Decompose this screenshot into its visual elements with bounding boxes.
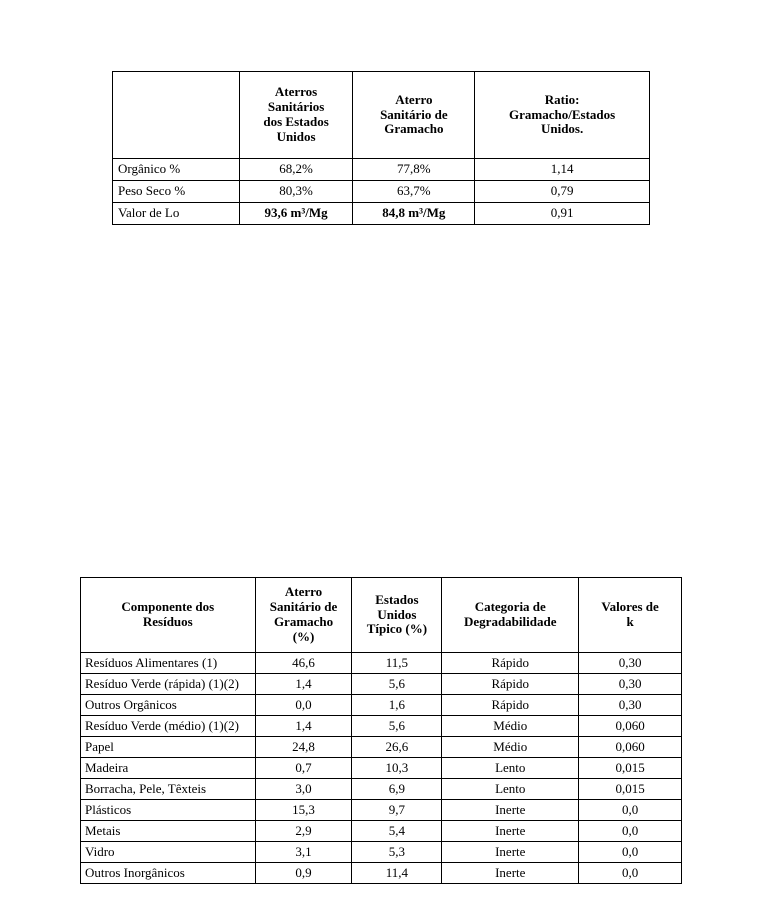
- cell-degradability: Lento: [442, 758, 579, 779]
- cell-k-value: 0,060: [579, 737, 682, 758]
- cell-component: Outros Orgânicos: [81, 695, 256, 716]
- cell-component: Plásticos: [81, 800, 256, 821]
- cell-us-pct: 11,5: [352, 653, 442, 674]
- cell-degradability: Inerte: [442, 821, 579, 842]
- table-row: [81, 779, 682, 800]
- cell-gramacho-pct: 1,4: [255, 716, 352, 737]
- cell-gramacho-pct: 3,0: [255, 779, 352, 800]
- cell-us-pct: 5,3: [352, 842, 442, 863]
- cell-k-value: 0,30: [579, 674, 682, 695]
- cell-degradability: Rápido: [442, 674, 579, 695]
- table-row: [81, 716, 682, 737]
- comparison-table-container: [112, 71, 650, 225]
- table-row: [81, 737, 682, 758]
- comparison-table: [112, 71, 650, 225]
- cell-us-pct: 5,4: [352, 821, 442, 842]
- cell-gramacho-pct: 0,9: [255, 863, 352, 884]
- table-header-cell-k-values: Valores de k: [579, 578, 682, 653]
- table-header-cell-gramacho: Aterro Sanitário de Gramacho: [353, 72, 475, 159]
- cell-us-pct: 10,3: [352, 758, 442, 779]
- table-header-cell-component: Componente dos Resíduos: [81, 578, 256, 653]
- cell-k-value: 0,015: [579, 779, 682, 800]
- cell-gramacho-pct: 15,3: [255, 800, 352, 821]
- cell-component: Vidro: [81, 842, 256, 863]
- table-row: [81, 842, 682, 863]
- cell-organico-us: 68,2%: [239, 159, 353, 181]
- cell-us-pct: 5,6: [352, 716, 442, 737]
- cell-us-pct: 9,7: [352, 800, 442, 821]
- table-header-cell-gramacho-pct: Aterro Sanitário de Gramacho (%): [255, 578, 352, 653]
- table-header-row: [113, 72, 650, 159]
- cell-us-pct: 26,6: [352, 737, 442, 758]
- cell-gramacho-pct: 46,6: [255, 653, 352, 674]
- table-header-row: [81, 578, 682, 653]
- cell-peso-seco-us: 80,3%: [239, 181, 353, 203]
- table-row: [113, 181, 650, 203]
- cell-degradability: Lento: [442, 779, 579, 800]
- cell-k-value: 0,0: [579, 842, 682, 863]
- cell-peso-seco-gramacho: 63,7%: [353, 181, 475, 203]
- table-row: [113, 203, 650, 225]
- cell-k-value: 0,015: [579, 758, 682, 779]
- table-row: [81, 821, 682, 842]
- table-header-cell-empty: [113, 72, 240, 159]
- cell-organico-ratio: 1,14: [475, 159, 650, 181]
- cell-degradability: Médio: [442, 737, 579, 758]
- cell-component: Outros Inorgânicos: [81, 863, 256, 884]
- row-label-valor-lo: Valor de Lo: [113, 203, 240, 225]
- cell-degradability: Médio: [442, 716, 579, 737]
- cell-valor-lo-us: 93,6 m³/Mg: [239, 203, 353, 225]
- cell-gramacho-pct: 1,4: [255, 674, 352, 695]
- cell-gramacho-pct: 0,7: [255, 758, 352, 779]
- cell-k-value: 0,0: [579, 863, 682, 884]
- cell-gramacho-pct: 24,8: [255, 737, 352, 758]
- table-row: [113, 159, 650, 181]
- row-label-peso-seco: Peso Seco %: [113, 181, 240, 203]
- cell-us-pct: 5,6: [352, 674, 442, 695]
- cell-component: Madeira: [81, 758, 256, 779]
- cell-component: Resíduo Verde (rápida) (1)(2): [81, 674, 256, 695]
- table-header-cell-us-typical: Estados Unidos Típico (%): [352, 578, 442, 653]
- table-row: [81, 758, 682, 779]
- waste-composition-table-container: [80, 577, 682, 884]
- table-header-cell-us-landfills: Aterros Sanitários dos Estados Unidos: [239, 72, 353, 159]
- cell-k-value: 0,0: [579, 800, 682, 821]
- cell-organico-gramacho: 77,8%: [353, 159, 475, 181]
- cell-component: Resíduos Alimentares (1): [81, 653, 256, 674]
- table-row: [81, 674, 682, 695]
- cell-gramacho-pct: 3,1: [255, 842, 352, 863]
- cell-degradability: Rápido: [442, 653, 579, 674]
- cell-k-value: 0,0: [579, 821, 682, 842]
- cell-degradability: Inerte: [442, 863, 579, 884]
- cell-component: Borracha, Pele, Têxteis: [81, 779, 256, 800]
- cell-us-pct: 11,4: [352, 863, 442, 884]
- table-header-cell-degradability: Categoria de Degradabilidade: [442, 578, 579, 653]
- cell-peso-seco-ratio: 0,79: [475, 181, 650, 203]
- cell-valor-lo-ratio: 0,91: [475, 203, 650, 225]
- cell-degradability: Rápido: [442, 695, 579, 716]
- cell-gramacho-pct: 2,9: [255, 821, 352, 842]
- cell-component: Papel: [81, 737, 256, 758]
- cell-us-pct: 6,9: [352, 779, 442, 800]
- cell-valor-lo-gramacho: 84,8 m³/Mg: [353, 203, 475, 225]
- table-row: [81, 863, 682, 884]
- cell-degradability: Inerte: [442, 800, 579, 821]
- table-row: [81, 800, 682, 821]
- cell-k-value: 0,30: [579, 695, 682, 716]
- cell-component: Metais: [81, 821, 256, 842]
- waste-composition-table: [80, 577, 682, 884]
- cell-k-value: 0,060: [579, 716, 682, 737]
- cell-gramacho-pct: 0,0: [255, 695, 352, 716]
- table-row: [81, 695, 682, 716]
- cell-degradability: Inerte: [442, 842, 579, 863]
- table-header-cell-ratio: Ratio: Gramacho/Estados Unidos.: [475, 72, 650, 159]
- row-label-organico: Orgânico %: [113, 159, 240, 181]
- table-row: [81, 653, 682, 674]
- cell-us-pct: 1,6: [352, 695, 442, 716]
- cell-component: Resíduo Verde (médio) (1)(2): [81, 716, 256, 737]
- cell-k-value: 0,30: [579, 653, 682, 674]
